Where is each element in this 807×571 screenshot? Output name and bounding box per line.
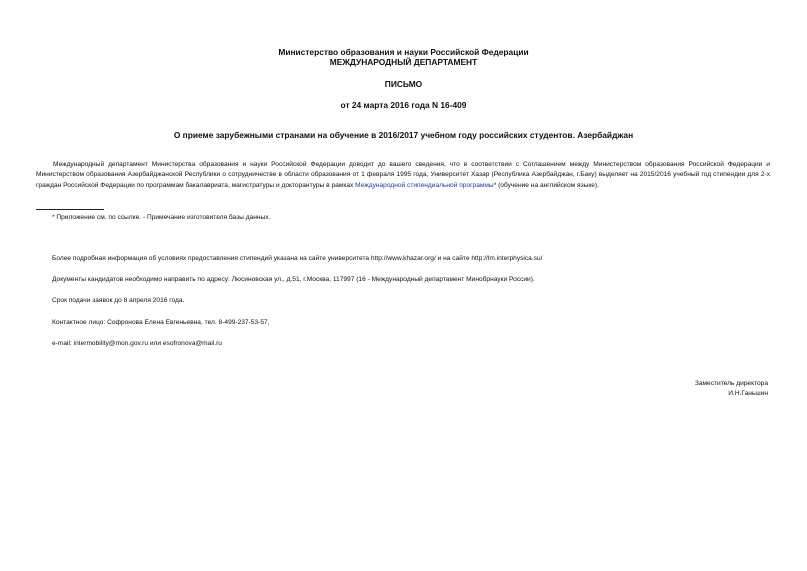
signature-name: И.Н.Ганьшин bbox=[728, 390, 768, 397]
paragraph-text-end: * (обучение на английском языке). bbox=[493, 181, 600, 189]
main-paragraph bbox=[36, 160, 770, 191]
ministry-name: Министерство образования и науки Российской Федерации bbox=[278, 47, 529, 57]
contact-line: Контактное лицо: Софронова Елена Евгеньевна, тел. 8-499-237-53-57, bbox=[52, 319, 270, 326]
paragraph-text-start: Международный департамент Министерства образования и науки Российской Федерации доводит до вашего сведения, что в соответствии с Соглашением между Министерством образования Российской Федерации и Министерством образования Азербайджанской Республики о сотрудничестве в области образования от 1 февраля 1995 года, Университет Хазар (Республика Азербайджан, г.Баку) выделяет на 2015/2016 учебный год стипендии для 2-х граждан Российской Федерации по программам бакалавриата, магистратуры и докторантуры в рамках bbox=[36, 161, 770, 189]
footnote: * Приложение см. по ссылке. - Примечание изготовителя базы данных. bbox=[52, 214, 271, 221]
date-and-number: от 24 марта 2016 года N 16-409 bbox=[340, 100, 467, 110]
department-name: МЕЖДУНАРОДНЫЙ ДЕПАРТАМЕНТ bbox=[329, 57, 478, 67]
document-title: О приеме зарубежными странами на обучение в 2016/2017 учебном году российских студентов. Азербайджан bbox=[173, 130, 634, 140]
more-info-line: Более подробная информация об условиях предоставления стипендий указана на сайте университета http://www.khazar.org/ и на сайте http://lm.interphysica.su/ bbox=[52, 255, 543, 262]
documents-address-line: Документы кандидатов необходимо направить по адресу: Люсиновская ул., д.51, г.Москва, 117997 (16 - Международный департамент Минобрнауки России). bbox=[52, 276, 535, 283]
email-line: e-mail: intermobility@mon.gov.ru или esofronova@mail.ru bbox=[52, 340, 222, 347]
footnote-divider bbox=[36, 209, 104, 210]
signature-position: Заместитель директора bbox=[694, 380, 768, 387]
scholarship-program-link[interactable]: Международной стипендиальной программы bbox=[355, 181, 494, 189]
document-type: ПИСЬМО bbox=[384, 79, 423, 89]
deadline-line: Срок подачи заявок до 8 апреля 2016 года. bbox=[52, 297, 185, 304]
